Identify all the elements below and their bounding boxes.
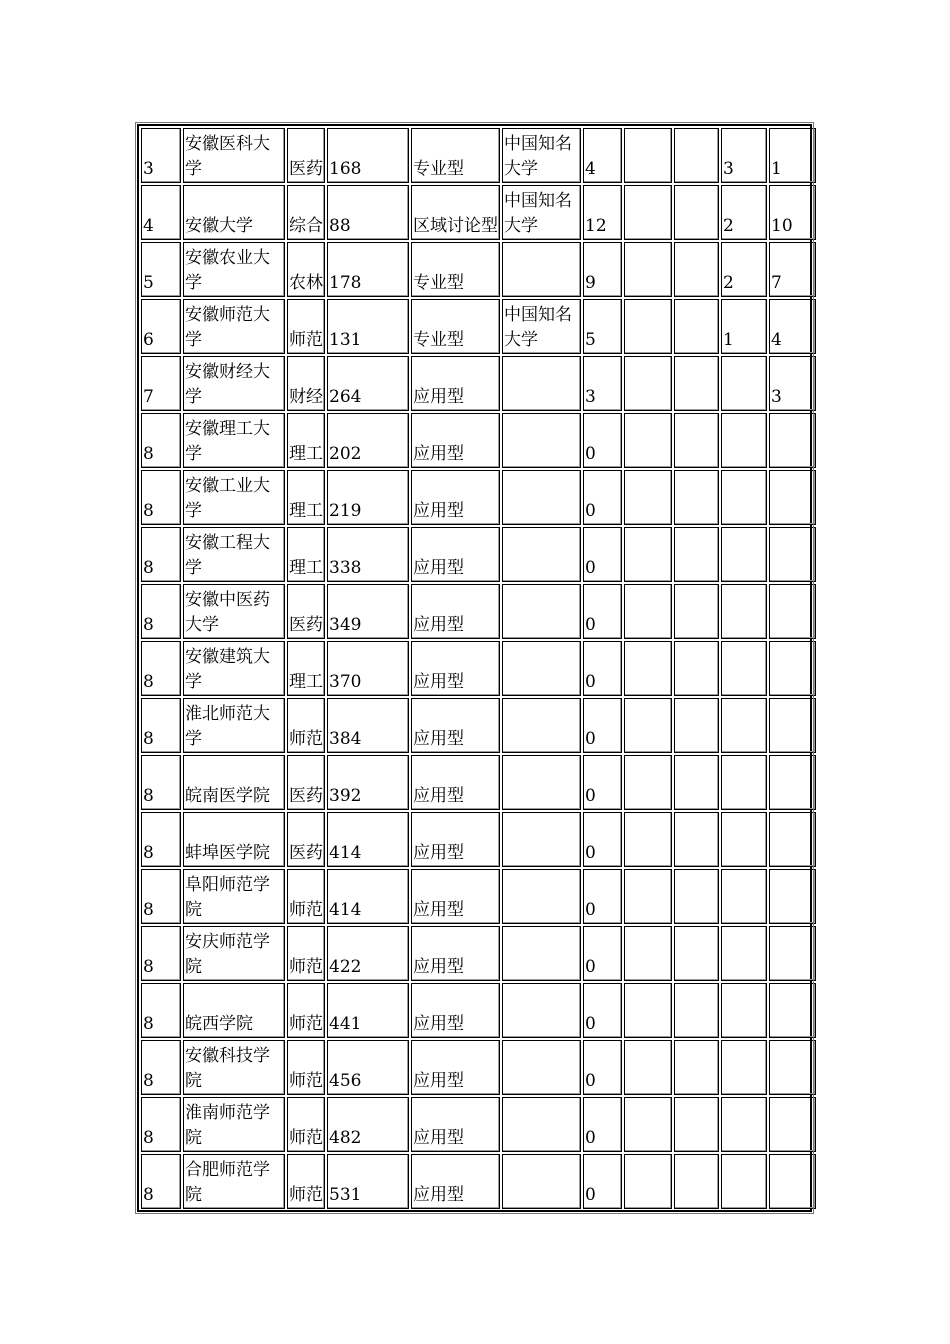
table-row	[141, 812, 816, 867]
table-row	[141, 983, 816, 1038]
table-cell	[624, 1097, 672, 1152]
data-table	[139, 126, 818, 1211]
table-row	[141, 755, 816, 810]
table-cell: 0	[583, 413, 622, 468]
table-cell: 4	[141, 185, 181, 240]
table-row	[141, 926, 816, 981]
table-cell	[624, 128, 672, 183]
table-cell	[674, 869, 719, 924]
table-cell: 0	[583, 926, 622, 981]
table-cell	[769, 584, 816, 639]
table-cell	[721, 926, 767, 981]
table-cell	[769, 755, 816, 810]
table-cell	[769, 1097, 816, 1152]
table-cell: 医药	[287, 755, 325, 810]
table-cell: 219	[327, 470, 409, 525]
table-cell	[624, 698, 672, 753]
table-cell: 3	[721, 128, 767, 183]
table-cell	[769, 413, 816, 468]
table-cell: 0	[583, 470, 622, 525]
table-cell: 8	[141, 869, 181, 924]
table-cell: 应用型	[411, 926, 500, 981]
table-cell	[674, 356, 719, 411]
table-cell	[769, 527, 816, 582]
table-cell: 8	[141, 1097, 181, 1152]
table-cell	[769, 641, 816, 696]
table-cell	[721, 812, 767, 867]
table-cell: 应用型	[411, 641, 500, 696]
table-cell: 专业型	[411, 128, 500, 183]
table-cell: 8	[141, 413, 181, 468]
table-cell	[624, 869, 672, 924]
university-ranking-table	[137, 124, 812, 1212]
table-row	[141, 413, 816, 468]
table-cell	[502, 1154, 581, 1209]
table-cell: 师范	[287, 1040, 325, 1095]
table-cell: 应用型	[411, 1040, 500, 1095]
table-cell: 师范	[287, 698, 325, 753]
table-cell: 10	[769, 185, 816, 240]
table-cell: 0	[583, 1040, 622, 1095]
table-cell	[624, 1154, 672, 1209]
table-cell	[502, 926, 581, 981]
table-cell: 应用型	[411, 812, 500, 867]
table-cell: 131	[327, 299, 409, 354]
table-cell	[769, 1154, 816, 1209]
table-cell: 8	[141, 641, 181, 696]
table-cell	[769, 983, 816, 1038]
table-cell	[721, 527, 767, 582]
table-cell	[674, 983, 719, 1038]
table-cell: 理工	[287, 641, 325, 696]
table-cell: 安徽大学	[183, 185, 285, 240]
table-cell	[769, 926, 816, 981]
table-cell: 专业型	[411, 242, 500, 297]
table-cell	[502, 983, 581, 1038]
table-cell	[674, 128, 719, 183]
table-cell: 区域讨论型	[411, 185, 500, 240]
table-cell	[721, 1097, 767, 1152]
table-cell: 应用型	[411, 1154, 500, 1209]
table-cell	[502, 869, 581, 924]
table-cell	[624, 926, 672, 981]
table-cell: 8	[141, 470, 181, 525]
table-cell: 482	[327, 1097, 409, 1152]
table-cell: 1	[769, 128, 816, 183]
table-cell	[624, 299, 672, 354]
table-cell	[769, 698, 816, 753]
table-cell	[624, 983, 672, 1038]
table-cell: 8	[141, 527, 181, 582]
table-cell: 综合	[287, 185, 325, 240]
table-cell	[674, 185, 719, 240]
table-cell: 0	[583, 527, 622, 582]
table-cell: 财经	[287, 356, 325, 411]
table-cell: 师范	[287, 869, 325, 924]
table-cell: 安徽理工大学	[183, 413, 285, 468]
table-cell: 456	[327, 1040, 409, 1095]
table-cell: 淮南师范学院	[183, 1097, 285, 1152]
table-cell	[502, 413, 581, 468]
table-cell: 应用型	[411, 413, 500, 468]
table-row	[141, 185, 816, 240]
table-cell	[721, 413, 767, 468]
table-cell	[502, 470, 581, 525]
table-cell: 安徽农业大学	[183, 242, 285, 297]
table-cell: 370	[327, 641, 409, 696]
table-cell	[502, 1040, 581, 1095]
table-cell	[674, 413, 719, 468]
table-cell: 中国知名大学	[502, 185, 581, 240]
table-cell	[674, 1097, 719, 1152]
table-cell: 应用型	[411, 1097, 500, 1152]
table-cell: 422	[327, 926, 409, 981]
table-row	[141, 242, 816, 297]
table-cell: 392	[327, 755, 409, 810]
table-row	[141, 1040, 816, 1095]
table-cell: 8	[141, 698, 181, 753]
table-cell	[721, 641, 767, 696]
table-cell: 0	[583, 1097, 622, 1152]
table-cell: 师范	[287, 926, 325, 981]
table-cell	[721, 356, 767, 411]
table-cell: 理工	[287, 413, 325, 468]
table-cell: 淮北师范大学	[183, 698, 285, 753]
table-cell: 2	[721, 242, 767, 297]
table-cell	[502, 242, 581, 297]
table-cell: 8	[141, 755, 181, 810]
table-cell: 8	[141, 926, 181, 981]
table-cell	[502, 356, 581, 411]
table-cell: 应用型	[411, 527, 500, 582]
table-cell: 应用型	[411, 869, 500, 924]
table-cell: 阜阳师范学院	[183, 869, 285, 924]
table-cell: 4	[583, 128, 622, 183]
table-cell	[721, 584, 767, 639]
table-cell: 6	[141, 299, 181, 354]
table-row	[141, 869, 816, 924]
table-cell	[721, 755, 767, 810]
table-cell: 3	[583, 356, 622, 411]
table-cell: 0	[583, 812, 622, 867]
table-cell: 理工	[287, 470, 325, 525]
table-cell	[721, 869, 767, 924]
table-cell: 安庆师范学院	[183, 926, 285, 981]
table-cell	[769, 869, 816, 924]
table-cell: 8	[141, 983, 181, 1038]
table-cell: 应用型	[411, 584, 500, 639]
table-cell: 4	[769, 299, 816, 354]
table-cell: 安徽师范大学	[183, 299, 285, 354]
table-cell: 应用型	[411, 470, 500, 525]
table-cell	[674, 1154, 719, 1209]
table-cell: 8	[141, 812, 181, 867]
table-cell	[721, 1040, 767, 1095]
table-cell	[624, 1040, 672, 1095]
table-cell: 441	[327, 983, 409, 1038]
table-row	[141, 299, 816, 354]
table-cell	[624, 527, 672, 582]
table-cell: 师范	[287, 1154, 325, 1209]
table-cell: 安徽财经大学	[183, 356, 285, 411]
table-cell: 3	[769, 356, 816, 411]
table-cell	[674, 527, 719, 582]
table-cell: 皖南医学院	[183, 755, 285, 810]
table-cell: 384	[327, 698, 409, 753]
table-cell: 专业型	[411, 299, 500, 354]
table-cell: 2	[721, 185, 767, 240]
table-cell: 414	[327, 869, 409, 924]
table-cell: 应用型	[411, 356, 500, 411]
table-cell: 8	[141, 1040, 181, 1095]
table-cell	[674, 584, 719, 639]
table-cell	[674, 812, 719, 867]
table-cell	[624, 641, 672, 696]
table-cell: 皖西学院	[183, 983, 285, 1038]
table-cell	[502, 641, 581, 696]
table-cell: 8	[141, 584, 181, 639]
table-body	[141, 128, 816, 1209]
table-cell	[769, 812, 816, 867]
table-cell	[624, 470, 672, 525]
table-cell	[674, 470, 719, 525]
table-cell: 安徽医科大学	[183, 128, 285, 183]
table-cell: 安徽工业大学	[183, 470, 285, 525]
table-cell: 12	[583, 185, 622, 240]
table-cell	[624, 413, 672, 468]
table-cell: 0	[583, 1154, 622, 1209]
table-cell	[502, 584, 581, 639]
table-cell: 安徽科技学院	[183, 1040, 285, 1095]
table-cell	[674, 698, 719, 753]
table-cell	[624, 356, 672, 411]
table-cell: 中国知名大学	[502, 299, 581, 354]
table-cell: 264	[327, 356, 409, 411]
table-row	[141, 584, 816, 639]
table-cell: 1	[721, 299, 767, 354]
table-cell	[721, 1154, 767, 1209]
table-cell: 蚌埠医学院	[183, 812, 285, 867]
table-cell: 中国知名大学	[502, 128, 581, 183]
table-row	[141, 527, 816, 582]
table-cell: 414	[327, 812, 409, 867]
table-row	[141, 356, 816, 411]
table-cell	[769, 470, 816, 525]
table-cell: 师范	[287, 983, 325, 1038]
table-cell: 168	[327, 128, 409, 183]
table-cell	[502, 698, 581, 753]
table-cell	[721, 698, 767, 753]
table-cell	[624, 812, 672, 867]
table-cell	[502, 755, 581, 810]
table-cell: 应用型	[411, 755, 500, 810]
table-cell: 0	[583, 983, 622, 1038]
table-cell: 合肥师范学院	[183, 1154, 285, 1209]
table-cell: 8	[141, 1154, 181, 1209]
table-row	[141, 128, 816, 183]
table-cell: 安徽建筑大学	[183, 641, 285, 696]
table-cell: 理工	[287, 527, 325, 582]
table-cell	[674, 242, 719, 297]
table-cell: 医药	[287, 584, 325, 639]
table-cell: 7	[769, 242, 816, 297]
table-cell	[674, 1040, 719, 1095]
table-cell	[624, 185, 672, 240]
table-cell: 88	[327, 185, 409, 240]
table-cell: 5	[583, 299, 622, 354]
table-row	[141, 698, 816, 753]
table-cell: 7	[141, 356, 181, 411]
table-cell: 349	[327, 584, 409, 639]
table-cell: 202	[327, 413, 409, 468]
table-row	[141, 641, 816, 696]
table-cell	[721, 983, 767, 1038]
table-cell: 应用型	[411, 983, 500, 1038]
table-cell: 医药	[287, 128, 325, 183]
table-cell: 师范	[287, 1097, 325, 1152]
table-cell	[624, 755, 672, 810]
table-cell: 0	[583, 869, 622, 924]
table-row	[141, 470, 816, 525]
table-cell: 3	[141, 128, 181, 183]
table-cell	[674, 641, 719, 696]
table-cell: 0	[583, 584, 622, 639]
table-cell	[674, 299, 719, 354]
table-cell: 0	[583, 641, 622, 696]
table-cell	[502, 812, 581, 867]
table-cell	[674, 926, 719, 981]
table-cell	[624, 242, 672, 297]
table-cell: 5	[141, 242, 181, 297]
table-cell: 0	[583, 698, 622, 753]
table-cell: 338	[327, 527, 409, 582]
table-cell	[624, 584, 672, 639]
table-cell: 安徽中医药大学	[183, 584, 285, 639]
table-cell: 农林	[287, 242, 325, 297]
table-cell	[502, 527, 581, 582]
table-cell	[769, 1040, 816, 1095]
table-cell	[674, 755, 719, 810]
table-cell: 531	[327, 1154, 409, 1209]
table-cell	[721, 470, 767, 525]
table-cell: 应用型	[411, 698, 500, 753]
table-row	[141, 1154, 816, 1209]
table-cell: 师范	[287, 299, 325, 354]
table-cell: 安徽工程大学	[183, 527, 285, 582]
table-cell: 9	[583, 242, 622, 297]
table-cell: 医药	[287, 812, 325, 867]
table-cell: 178	[327, 242, 409, 297]
table-cell: 0	[583, 755, 622, 810]
table-row	[141, 1097, 816, 1152]
table-cell	[502, 1097, 581, 1152]
